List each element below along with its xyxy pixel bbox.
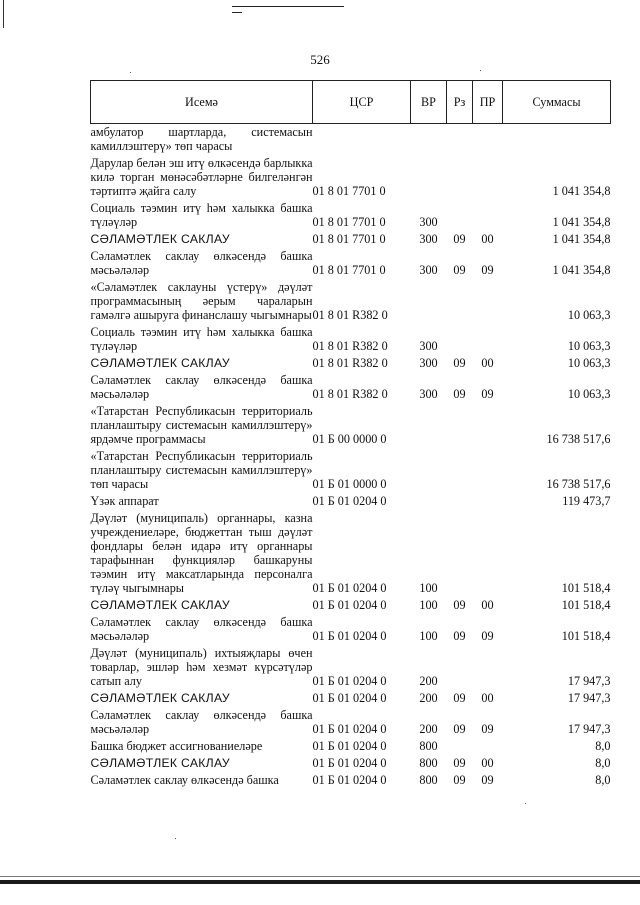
row-name: Дарулар белән эш итү өлкәсендә барлыкка килә торган мөнәсәбәтләрне билгеләнгән тәртиптә җайга салу — [90, 156, 313, 198]
scan-artifact-bar — [0, 880, 640, 884]
row-pr — [473, 403, 503, 448]
row-code: 01 Б 01 0204 0 — [312, 581, 387, 595]
row-sum: 8,0 — [595, 756, 611, 770]
row-name: СӘЛАМӘТЛЕК САКЛАУ — [90, 232, 230, 246]
row-code: 01 Б 01 0204 0 — [312, 629, 387, 643]
row-rz: 09 — [453, 773, 466, 787]
row-vr: 300 — [419, 263, 438, 277]
row-name: Сәламәтлек саклау өлкәсендә башка — [90, 773, 279, 787]
row-name: «Татарстан Республикасын территориаль планлаштыру системасын камиллэштерү» ярдәмче программасы — [90, 404, 313, 446]
row-vr — [411, 155, 447, 200]
row-rz: 09 — [453, 387, 466, 401]
table-row — [91, 772, 611, 789]
row-code: 01 Б 01 0204 0 — [312, 494, 387, 508]
row-rz — [447, 155, 473, 200]
row-rz: 09 — [453, 232, 466, 246]
row-vr: 300 — [419, 387, 438, 401]
row-pr — [473, 448, 503, 493]
row-pr — [473, 279, 503, 324]
row-rz — [447, 124, 473, 156]
row-rz — [447, 200, 473, 231]
row-rz: 09 — [453, 756, 466, 770]
row-rz: 09 — [453, 356, 466, 370]
table-row — [91, 597, 611, 614]
table-row — [91, 248, 611, 279]
column-header-pr: ПР — [473, 81, 503, 124]
table-row — [91, 403, 611, 448]
scan-artifact-line — [232, 12, 242, 13]
row-vr: 800 — [419, 756, 438, 770]
table-row — [91, 645, 611, 690]
column-header-name: Исемә — [91, 81, 313, 124]
row-sum: 1 041 354,8 — [552, 263, 611, 277]
scan-artifact-line — [232, 6, 344, 7]
row-sum: 1 041 354,8 — [552, 215, 611, 229]
row-name: Үзәк аппарат — [90, 494, 159, 508]
row-pr — [473, 200, 503, 231]
row-code: 01 8 01 R382 0 — [312, 308, 388, 322]
table-header-row — [91, 81, 611, 124]
row-name: Сәламәтлек саклау өлкәсендә башка мәсьәләләр — [90, 708, 313, 736]
row-pr: 00 — [481, 356, 494, 370]
scan-edge — [3, 0, 4, 28]
row-sum: 101 518,4 — [561, 581, 611, 595]
table-row — [91, 231, 611, 248]
row-code: 01 Б 01 0204 0 — [312, 691, 387, 705]
row-vr: 300 — [419, 339, 438, 353]
row-vr: 100 — [419, 629, 438, 643]
table-row — [91, 755, 611, 772]
row-pr — [473, 493, 503, 510]
row-pr — [473, 645, 503, 690]
row-name: «Сәламәтлек саклауны үстерү» дәүләт программасының әерым чараларын гамәлгә ашыруга финанслашу чыгымнары — [90, 280, 313, 322]
row-code: 01 Б 01 0204 0 — [312, 756, 387, 770]
row-rz: 09 — [453, 598, 466, 612]
row-code: 01 Б 01 0000 0 — [312, 477, 387, 491]
row-rz: 09 — [453, 722, 466, 736]
row-rz — [447, 645, 473, 690]
row-name: Сәламәтлек саклау өлкәсендә башка мәсьәләләр — [90, 373, 313, 401]
row-sum: 17 947,3 — [567, 691, 611, 705]
row-pr: 09 — [481, 722, 494, 736]
table-body — [91, 124, 611, 790]
table-row — [91, 355, 611, 372]
row-sum: 17 947,3 — [567, 674, 611, 688]
row-pr — [473, 510, 503, 597]
budget-table — [90, 80, 611, 789]
row-pr — [473, 324, 503, 355]
row-pr — [473, 124, 503, 156]
row-name: СӘЛАМӘТЛЕК САКЛАУ — [90, 756, 230, 770]
table-row — [91, 614, 611, 645]
table-row — [91, 690, 611, 707]
row-vr — [411, 124, 447, 156]
row-rz — [447, 738, 473, 755]
column-header-code: ЦСР — [313, 81, 411, 124]
column-header-vr: ВР — [411, 81, 447, 124]
row-vr — [411, 403, 447, 448]
row-rz — [447, 493, 473, 510]
row-sum: 1 041 354,8 — [552, 184, 611, 198]
row-vr: 800 — [419, 773, 438, 787]
row-pr: 00 — [481, 598, 494, 612]
row-code: 01 Б 01 0204 0 — [312, 739, 387, 753]
row-code: 01 8 01 R382 0 — [312, 387, 388, 401]
row-pr: 09 — [481, 263, 494, 277]
row-code: 01 8 01 7701 0 — [312, 184, 386, 198]
row-sum: 16 738 517,6 — [546, 432, 611, 446]
row-code: 01 8 01 7701 0 — [312, 232, 386, 246]
scan-artifact-bar — [0, 876, 640, 877]
table-row — [91, 707, 611, 738]
row-name: Сәламәтлек саклау өлкәсендә башка мәсьәләләр — [90, 249, 313, 277]
row-pr: 09 — [481, 773, 494, 787]
row-name: СӘЛАМӘТЛЕК САКЛАУ — [90, 598, 230, 612]
row-vr: 100 — [419, 598, 438, 612]
row-rz — [447, 510, 473, 597]
table-row — [91, 155, 611, 200]
row-name: Башка бюджет ассигнованиеләре — [90, 739, 263, 753]
row-rz — [447, 448, 473, 493]
row-code: 01 8 01 7701 0 — [312, 215, 386, 229]
row-rz — [447, 324, 473, 355]
row-sum: 119 473,7 — [562, 494, 611, 508]
row-sum: 8,0 — [595, 773, 611, 787]
row-vr — [411, 448, 447, 493]
row-vr: 300 — [419, 215, 438, 229]
row-vr: 100 — [419, 581, 438, 595]
row-rz — [447, 403, 473, 448]
row-name: Дәүләт (муниципаль) ихтыяҗлары өчен товарлар, эшләр һәм хезмәт күрсәтүләр сатып алу — [90, 646, 313, 688]
table-row — [91, 324, 611, 355]
row-vr: 300 — [419, 356, 438, 370]
scan-speck — [175, 838, 176, 839]
row-sum: 1 041 354,8 — [552, 232, 611, 246]
row-code: 01 Б 01 0204 0 — [312, 598, 387, 612]
row-code: 01 Б 01 0204 0 — [312, 674, 387, 688]
row-pr — [473, 155, 503, 200]
scan-speck — [130, 72, 131, 73]
row-pr: 00 — [481, 756, 494, 770]
row-vr: 200 — [419, 674, 438, 688]
row-pr: 00 — [481, 691, 494, 705]
table-row — [91, 200, 611, 231]
row-rz: 09 — [453, 629, 466, 643]
row-name: амбулатор шартларда, системасын камиллэштерү» төп чарасы — [90, 125, 313, 153]
row-pr — [473, 738, 503, 755]
row-vr — [411, 493, 447, 510]
row-vr — [411, 279, 447, 324]
scan-speck — [525, 803, 526, 804]
row-code: 01 Б 00 0000 0 — [312, 432, 387, 446]
row-sum: 8,0 — [595, 739, 611, 753]
row-vr: 300 — [419, 232, 438, 246]
row-name: Сәламәтлек саклау өлкәсендә башка мәсьәләләр — [90, 615, 313, 643]
row-pr: 00 — [481, 232, 494, 246]
row-vr: 200 — [419, 691, 438, 705]
table-row — [91, 279, 611, 324]
row-name: СӘЛАМӘТЛЕК САКЛАУ — [90, 356, 230, 370]
row-sum: 17 947,3 — [567, 722, 611, 736]
row-name: Социаль тәэмин итү һәм халыкка башка түләүләр — [90, 201, 313, 229]
row-sum: 10 063,3 — [567, 339, 611, 353]
row-sum — [503, 124, 611, 156]
row-sum: 10 063,3 — [567, 387, 611, 401]
row-sum: 10 063,3 — [567, 356, 611, 370]
row-vr: 800 — [419, 739, 438, 753]
table-row — [91, 493, 611, 510]
row-pr: 09 — [481, 387, 494, 401]
row-name: Дәүләт (муниципаль) органнары, казна учреждениеләре, бюджеттан тыш дәүләт фондлары белән идарә итү органнары тарафыннан функцияләр башкаруны тәэмин итү максатларында персоналга түләү чыгымнары — [90, 511, 313, 595]
row-name: Социаль тәэмин итү һәм халыкка башка түләүләр — [90, 325, 313, 353]
row-sum: 101 518,4 — [561, 629, 611, 643]
row-name: «Татарстан Республикасын территориаль планлаштыру системасын камиллэштерү» төп чарасы — [90, 449, 313, 491]
row-code: 01 8 01 7701 0 — [312, 263, 386, 277]
row-code: 01 Б 01 0204 0 — [312, 773, 387, 787]
row-sum: 101 518,4 — [561, 598, 611, 612]
row-rz: 09 — [453, 691, 466, 705]
column-header-sum: Суммасы — [503, 81, 611, 124]
row-code — [313, 124, 411, 156]
row-name: СӘЛАМӘТЛЕК САКЛАУ — [90, 691, 230, 705]
table-row — [91, 448, 611, 493]
row-pr: 09 — [481, 629, 494, 643]
table-row — [91, 510, 611, 597]
table-row — [91, 372, 611, 403]
row-sum: 10 063,3 — [567, 308, 611, 322]
table-row — [91, 738, 611, 755]
page-number: 526 — [310, 52, 330, 67]
row-code: 01 8 01 R382 0 — [312, 356, 388, 370]
row-rz: 09 — [453, 263, 466, 277]
table-row — [91, 124, 611, 156]
row-code: 01 Б 01 0204 0 — [312, 722, 387, 736]
row-sum: 16 738 517,6 — [546, 477, 611, 491]
scan-speck — [480, 70, 481, 71]
row-code: 01 8 01 R382 0 — [312, 339, 388, 353]
column-header-rz: Рз — [447, 81, 473, 124]
row-vr: 200 — [419, 722, 438, 736]
row-rz — [447, 279, 473, 324]
